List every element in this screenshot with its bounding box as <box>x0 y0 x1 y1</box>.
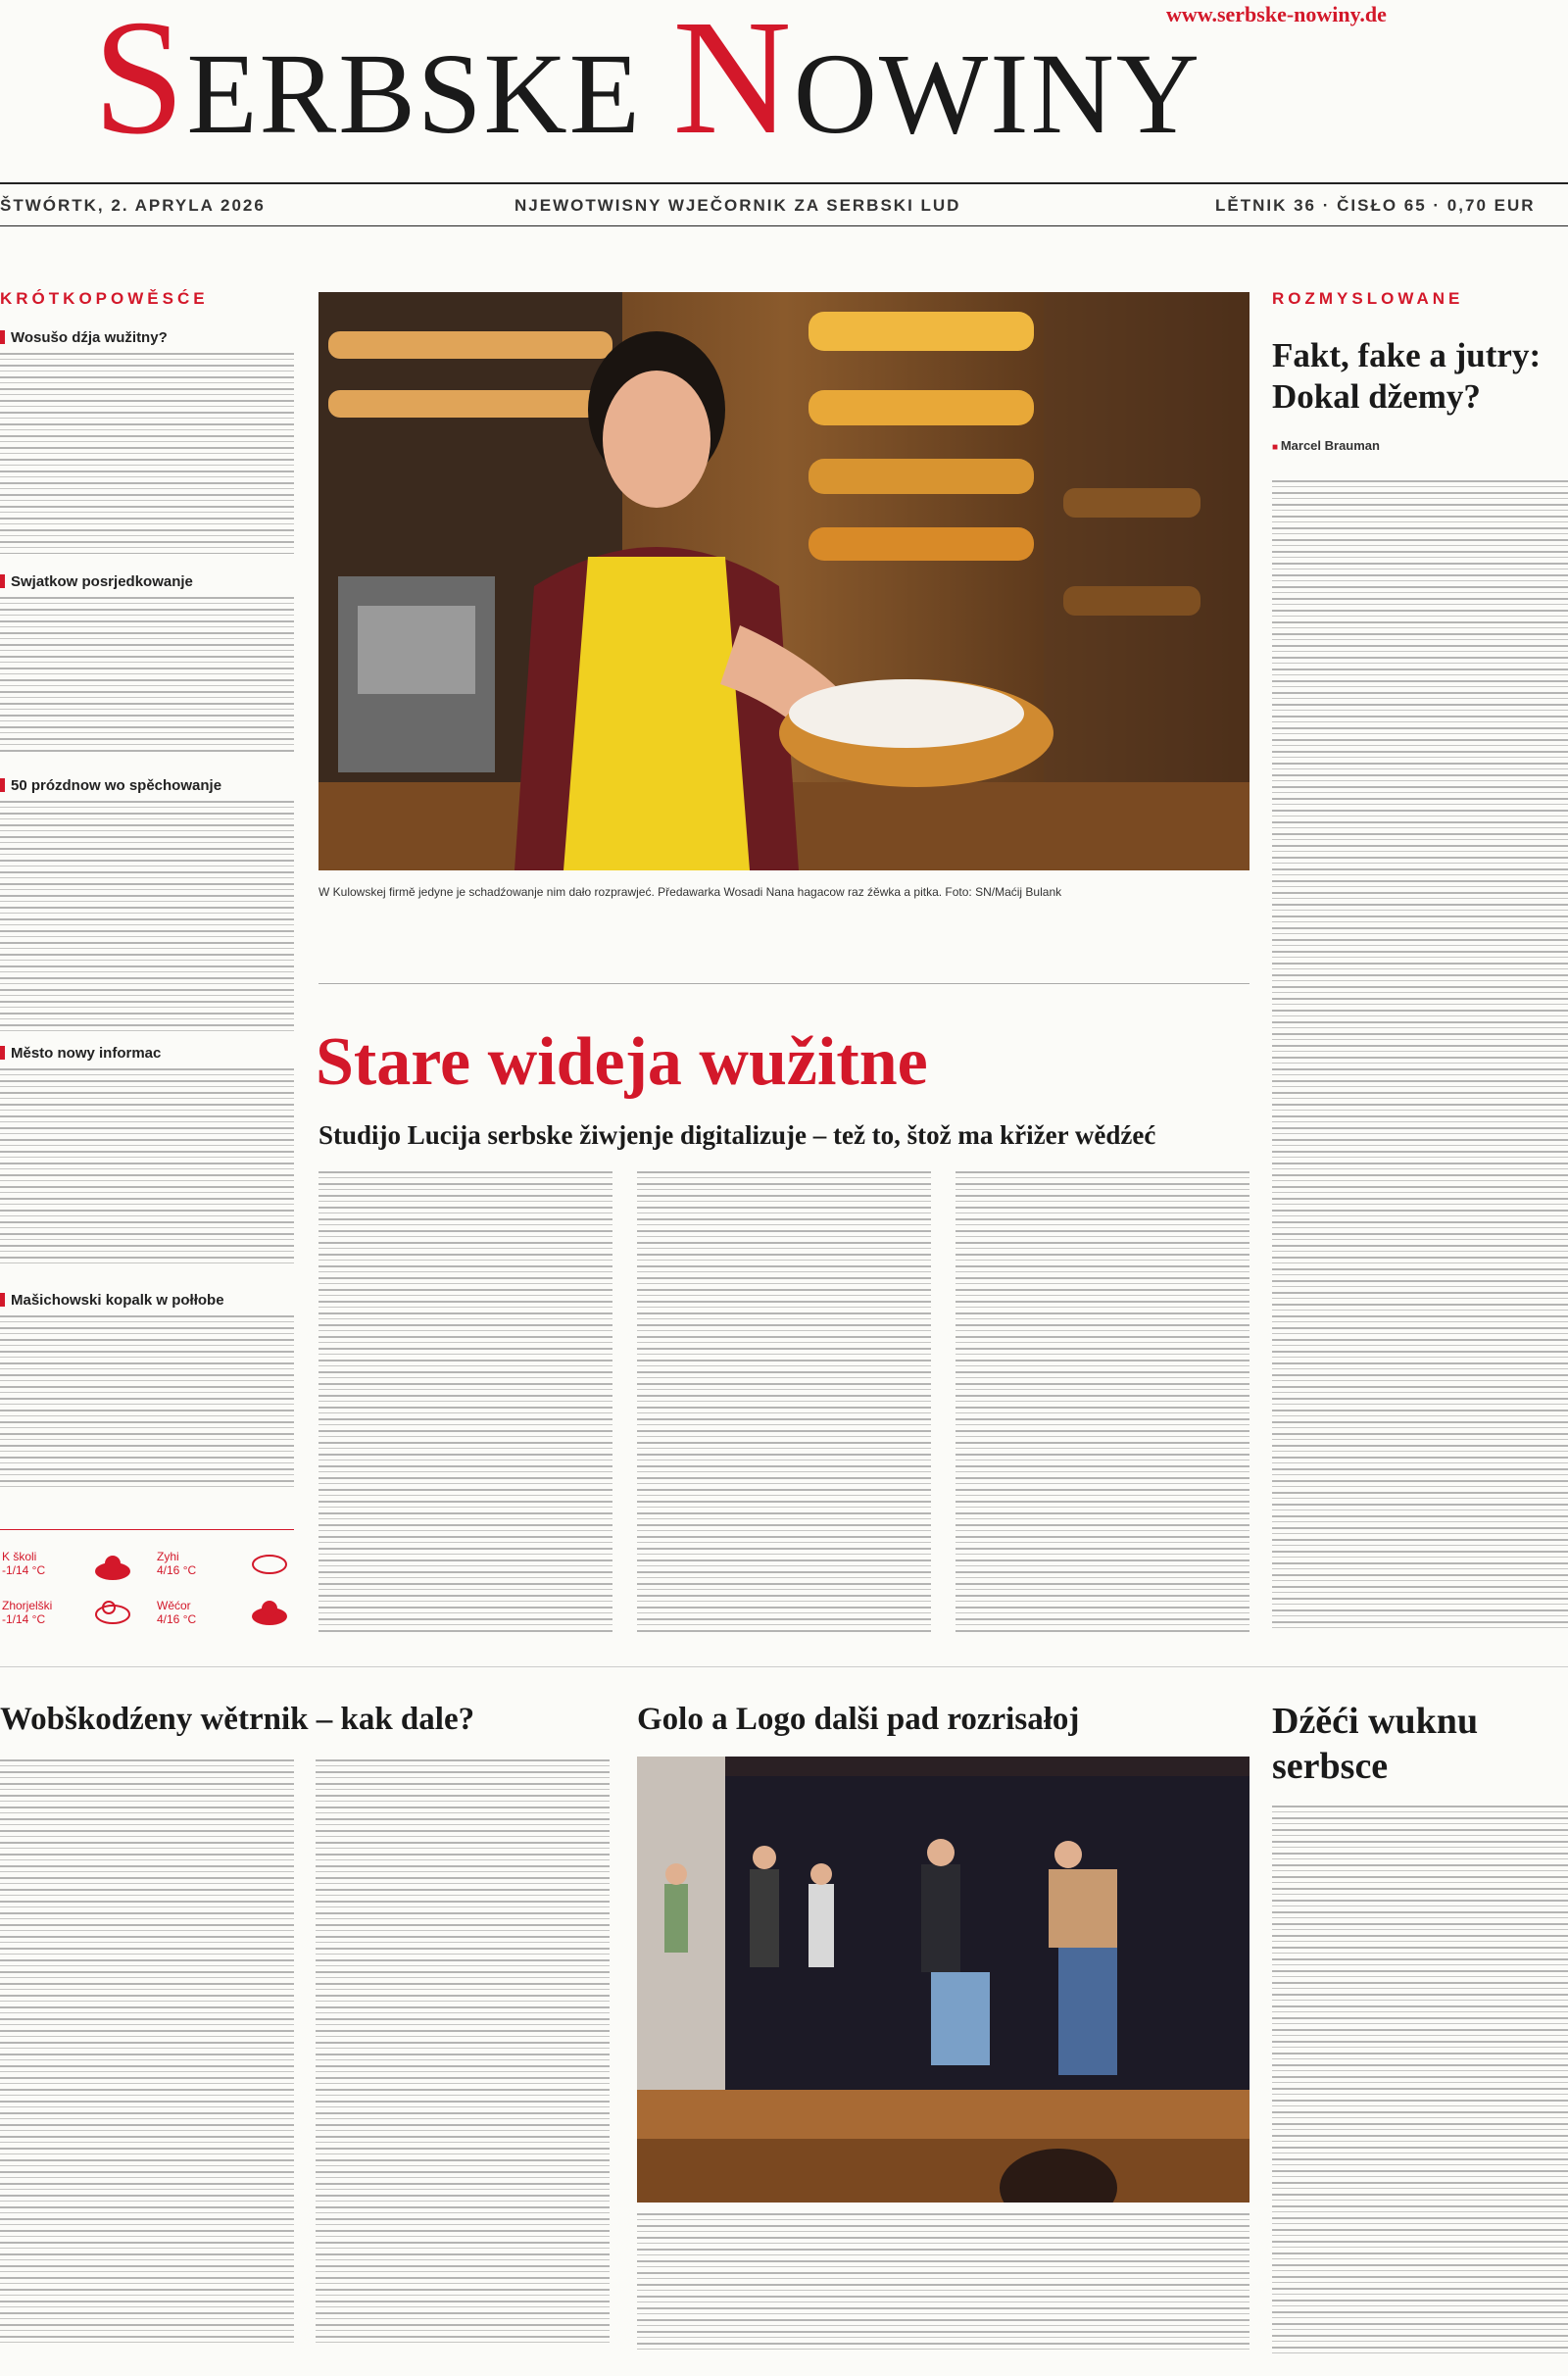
bottom-left-headline[interactable]: Wobškodźeny wětrnik – kak dale? <box>0 1702 475 1737</box>
title-initial-n: N <box>672 0 794 169</box>
brief-title[interactable]: Swjatkow posrjedkowanje <box>0 573 294 591</box>
weather-place: K školi -1/14 °C <box>2 1550 46 1577</box>
lead-deck: Studijo Lucija serbske žiwjenje digitalizuje – tež to, štož ma křižer wědźeć <box>318 1120 1156 1150</box>
theatre-photo[interactable] <box>637 1757 1250 2203</box>
brief-title[interactable]: Město nowy informac <box>0 1045 294 1063</box>
title-erbske: ERBSKE <box>186 29 673 158</box>
briefs-kicker: KRÓTKOPOWĚSĆE <box>0 289 209 308</box>
newspaper-title <box>93 0 1201 177</box>
weather-place: Zhorjelški -1/14 °C <box>2 1599 53 1626</box>
bottom-rule <box>0 1666 1568 1667</box>
bakery-photo-illustration <box>318 292 1250 870</box>
bottom-right-headline[interactable]: Dźěći wuknu serbsce <box>1272 1701 1479 1787</box>
title-initial-s: S <box>93 0 187 169</box>
lead-body-col1 <box>318 1171 612 1632</box>
lead-body-col2 <box>637 1171 931 1632</box>
title-owiny: OWINY <box>793 29 1202 158</box>
caption-rule <box>318 983 1250 984</box>
brief-body <box>0 353 294 554</box>
dateline-rule <box>0 225 1568 226</box>
masthead <box>0 0 1568 186</box>
brief-title[interactable]: Wosušo dźja wužitny? <box>0 329 294 347</box>
slogan: NJEWOTWISNY WJEČORNIK ZA SERBSKI LUD <box>514 196 961 215</box>
lead-body-col3 <box>956 1171 1250 1632</box>
opinion-kicker: ROZMYSLOWANE <box>1272 289 1464 308</box>
opinion-body <box>1272 480 1568 1632</box>
dateline <box>0 192 1568 223</box>
brief-title[interactable]: Mašichowski kopalk w połłobe <box>0 1292 294 1310</box>
opinion-author: ■ Marcel Brauman <box>1272 438 1380 453</box>
brief-body <box>0 1068 294 1264</box>
bottom-center-headline[interactable]: Golo a Logo dalši pad rozrisałoj <box>637 1702 1080 1737</box>
issue-number: LĚTNIK 36 · ČISŁO 65 · 0,70 EUR <box>1215 196 1536 215</box>
theatre-photo-caption <box>637 2213 1250 2351</box>
lead-photo-caption: W Kulowskej firmě jedyne je schadźowanje nim dało rozprawjeć. Předawarka Wosadi Nana hagacow raz źěwka a pitka. Foto: SN/Maćij Bulank <box>318 885 1062 899</box>
briefs-column <box>0 289 294 309</box>
cloud-icon <box>250 1550 289 1579</box>
bottom-right-body <box>1272 1806 1568 2354</box>
issue-date: ŠTWÓRTK, 2. APRYLA 2026 <box>0 196 266 215</box>
brief-title[interactable]: 50 prózdnow wo spěchowanje <box>0 777 294 795</box>
lead-photo[interactable] <box>318 292 1250 870</box>
sun-icon <box>250 1597 289 1626</box>
cloud-icon <box>93 1597 132 1626</box>
brief-body <box>0 801 294 1031</box>
weather-place: Zyhi 4/16 °C <box>157 1550 197 1577</box>
lead-headline[interactable]: Stare wideja wužitne <box>316 1024 928 1100</box>
masthead-rule <box>0 182 1568 184</box>
theatre-photo-illustration <box>637 1757 1250 2203</box>
bottom-left-body-col2 <box>316 1759 610 2348</box>
weather-place: Wěćor 4/16 °C <box>157 1599 197 1626</box>
weather-box <box>0 1529 294 1637</box>
opinion-headline[interactable]: Fakt, fake a jutry: Dokal džemy? <box>1272 336 1542 416</box>
sun-icon <box>93 1552 132 1581</box>
brief-body <box>0 597 294 754</box>
bottom-left-body-col1 <box>0 1759 294 2348</box>
brief-body <box>0 1315 294 1492</box>
website-url[interactable]: www.serbske-nowiny.de <box>1166 2 1387 26</box>
